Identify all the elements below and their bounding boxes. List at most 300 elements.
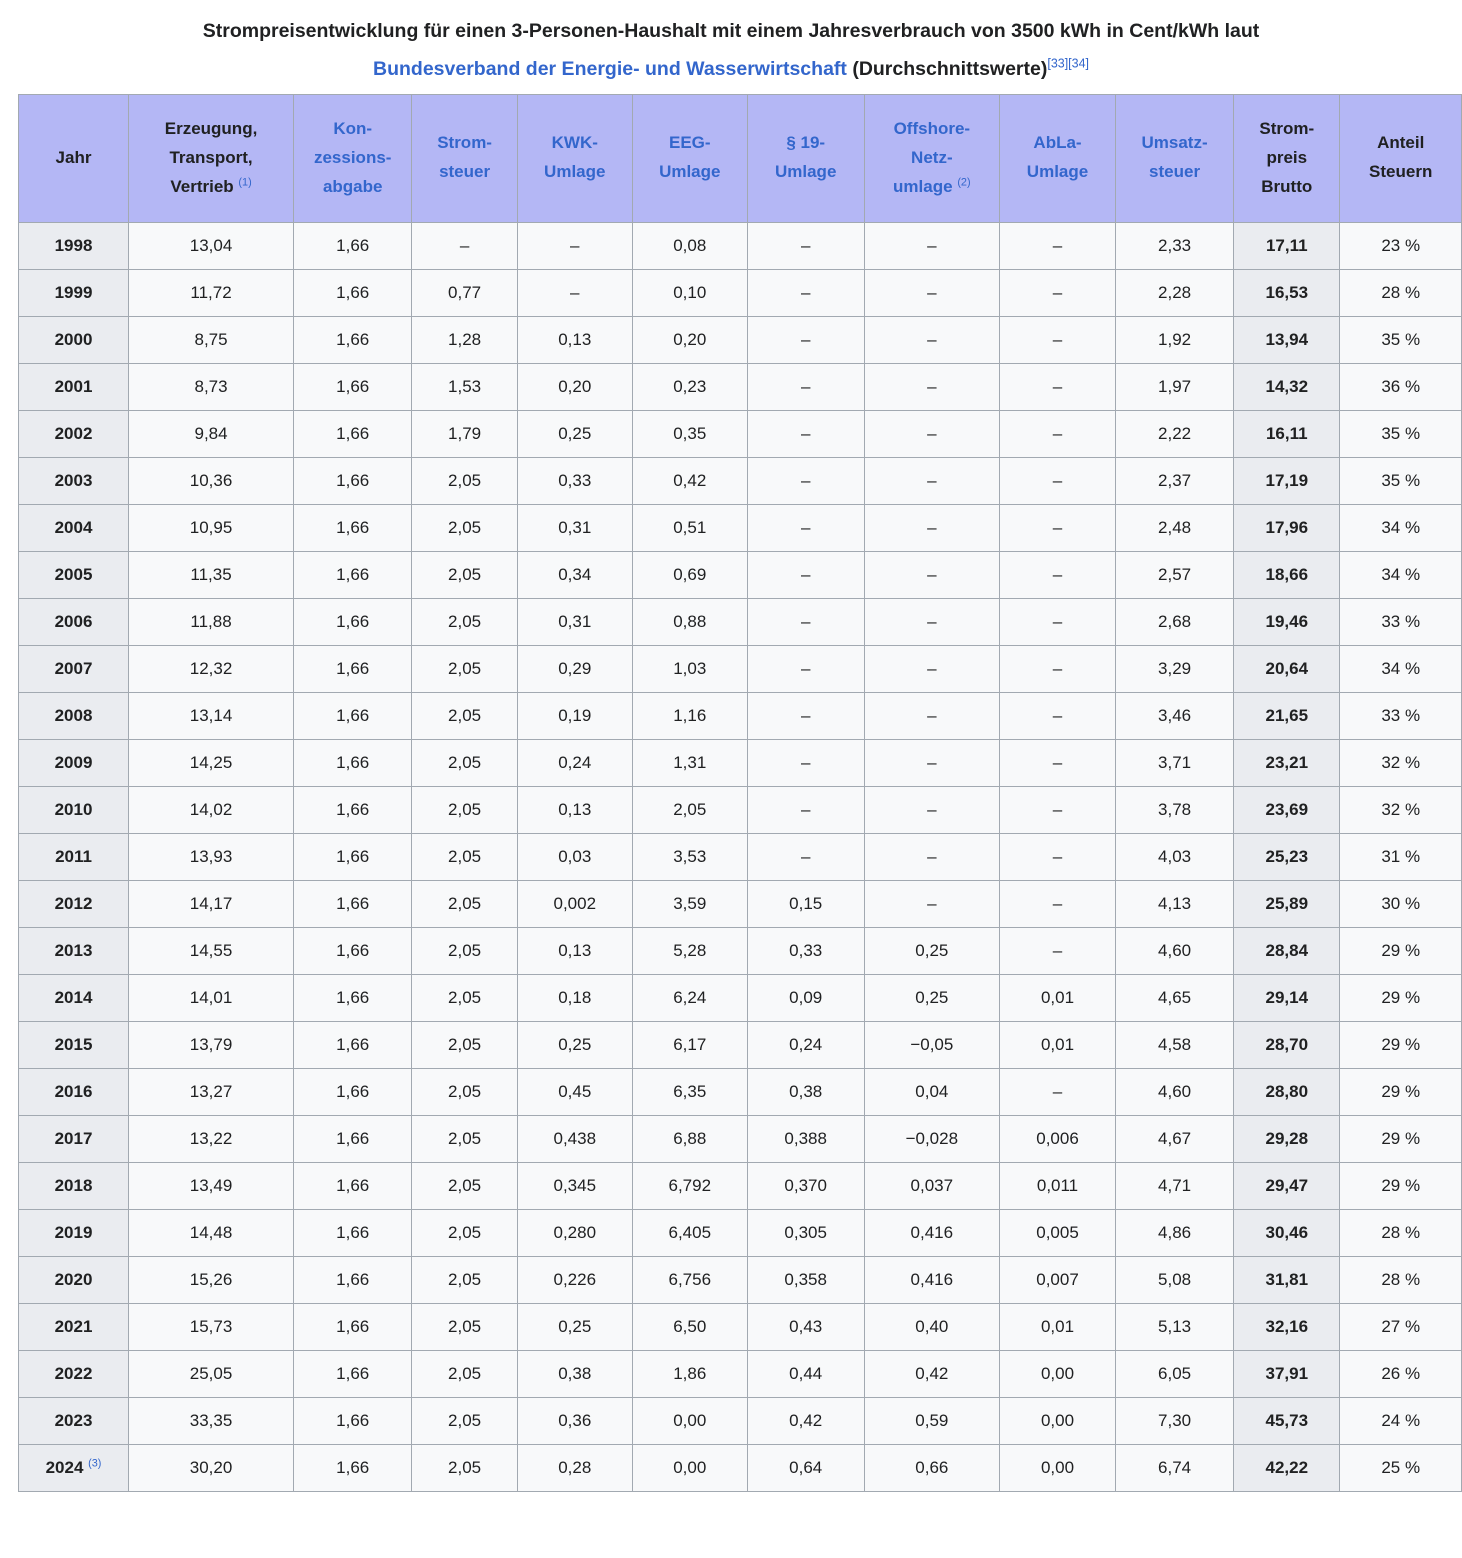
cell-2013-strompreis-brutto: 28,84 [1234, 927, 1340, 974]
year-cell-2004: 2004 [19, 504, 129, 551]
cell-1998-stromsteuer: – [412, 222, 517, 269]
table-row-2009 [19, 739, 1462, 786]
cell-2000-kwk-umlage: 0,13 [517, 316, 632, 363]
year-cell-2000: 2000 [19, 316, 129, 363]
cell-2010-offshore-netzumlage: – [864, 786, 999, 833]
cell-2012-eeg-umlage: 3,59 [632, 880, 747, 927]
cell-2007-konzessionsabgabe: 1,66 [294, 645, 412, 692]
year-cell-2018: 2018 [19, 1162, 129, 1209]
year-cell-2019: 2019 [19, 1209, 129, 1256]
cell-2001-konzessionsabgabe: 1,66 [294, 363, 412, 410]
year-cell-2017: 2017 [19, 1115, 129, 1162]
cell-2002-kwk-umlage: 0,25 [517, 410, 632, 457]
cell-2007-anteil-steuern: 34 % [1340, 645, 1462, 692]
column-label-jahr: Jahr [55, 147, 92, 167]
cell-2000-umsatzsteuer: 1,92 [1115, 316, 1233, 363]
table-row-2018 [19, 1162, 1462, 1209]
cell-2005-eeg-umlage: 0,69 [632, 551, 747, 598]
cell-2003-abla-umlage: – [1000, 457, 1116, 504]
cell-2019-stromsteuer: 2,05 [412, 1209, 517, 1256]
cell-1999-konzessionsabgabe: 1,66 [294, 269, 412, 316]
cell-2003-strompreis-brutto: 17,19 [1234, 457, 1340, 504]
cell-2012-abla-umlage: – [1000, 880, 1116, 927]
cell-2017-stromsteuer: 2,05 [412, 1115, 517, 1162]
cell-2014-strompreis-brutto: 29,14 [1234, 974, 1340, 1021]
column-link-kwk-umlage[interactable]: KWK- Umlage [544, 133, 606, 182]
year-cell-2007: 2007 [19, 645, 129, 692]
cell-2012-umsatzsteuer: 4,13 [1115, 880, 1233, 927]
cell-2019-strompreis-brutto: 30,46 [1234, 1209, 1340, 1256]
cell-2004-umsatzsteuer: 2,48 [1115, 504, 1233, 551]
table-row-2020 [19, 1256, 1462, 1303]
year-cell-2005: 2005 [19, 551, 129, 598]
cell-2016-stromsteuer: 2,05 [412, 1068, 517, 1115]
cell-2009-erzeugung-transport-vertrieb: 14,25 [129, 739, 294, 786]
table-row-2016 [19, 1068, 1462, 1115]
cell-2008-erzeugung-transport-vertrieb: 13,14 [129, 692, 294, 739]
column-header-umsatzsteuer[interactable] [1115, 95, 1233, 223]
cell-2006-offshore-netzumlage: – [864, 598, 999, 645]
cell-2018-stromsteuer: 2,05 [412, 1162, 517, 1209]
cell-2015-offshore-netzumlage: −0,05 [864, 1021, 999, 1068]
cell-2009-konzessionsabgabe: 1,66 [294, 739, 412, 786]
cell-1999-stromsteuer: 0,77 [412, 269, 517, 316]
year-cell-2010: 2010 [19, 786, 129, 833]
header-row [19, 95, 1462, 223]
cell-2017-kwk-umlage: 0,438 [517, 1115, 632, 1162]
column-header-jahr [19, 95, 129, 223]
cell-2005-umsatzsteuer: 2,57 [1115, 551, 1233, 598]
cell-2021-strompreis-brutto: 32,16 [1234, 1303, 1340, 1350]
column-header-abla-umlage[interactable] [1000, 95, 1116, 223]
cell-2019-umsatzsteuer: 4,86 [1115, 1209, 1233, 1256]
cell-2020-umsatzsteuer: 5,08 [1115, 1256, 1233, 1303]
cell-2001-paragraf-19-umlage: – [747, 363, 864, 410]
cell-2011-eeg-umlage: 3,53 [632, 833, 747, 880]
cell-2015-stromsteuer: 2,05 [412, 1021, 517, 1068]
year-cell-2008: 2008 [19, 692, 129, 739]
cell-2015-anteil-steuern: 29 % [1340, 1021, 1462, 1068]
cell-2021-paragraf-19-umlage: 0,43 [747, 1303, 864, 1350]
caption-ref-33-link[interactable]: [33] [1047, 56, 1069, 71]
year-cell-2021: 2021 [19, 1303, 129, 1350]
cell-2017-anteil-steuern: 29 % [1340, 1115, 1462, 1162]
cell-2003-anteil-steuern: 35 % [1340, 457, 1462, 504]
table-row-2008 [19, 692, 1462, 739]
column-header-paragraf-19-umlage[interactable] [747, 95, 864, 223]
cell-2012-kwk-umlage: 0,002 [517, 880, 632, 927]
cell-2021-offshore-netzumlage: 0,40 [864, 1303, 999, 1350]
cell-2005-anteil-steuern: 34 % [1340, 551, 1462, 598]
cell-2015-abla-umlage: 0,01 [1000, 1021, 1116, 1068]
table-row-2010 [19, 786, 1462, 833]
cell-2007-eeg-umlage: 1,03 [632, 645, 747, 692]
cell-2016-paragraf-19-umlage: 0,38 [747, 1068, 864, 1115]
cell-2003-eeg-umlage: 0,42 [632, 457, 747, 504]
cell-2014-abla-umlage: 0,01 [1000, 974, 1116, 1021]
column-header-strompreis-brutto [1234, 95, 1340, 223]
cell-2023-offshore-netzumlage: 0,59 [864, 1397, 999, 1444]
cell-2008-eeg-umlage: 1,16 [632, 692, 747, 739]
cell-2011-stromsteuer: 2,05 [412, 833, 517, 880]
cell-2002-strompreis-brutto: 16,11 [1234, 410, 1340, 457]
cell-2004-strompreis-brutto: 17,96 [1234, 504, 1340, 551]
year-cell-2022: 2022 [19, 1350, 129, 1397]
cell-2004-paragraf-19-umlage: – [747, 504, 864, 551]
caption-ref-34-link[interactable]: [34] [1068, 56, 1089, 71]
cell-2009-paragraf-19-umlage: – [747, 739, 864, 786]
strompreis-table [18, 94, 1462, 1492]
cell-2019-paragraf-19-umlage: 0,305 [747, 1209, 864, 1256]
cell-2014-paragraf-19-umlage: 0,09 [747, 974, 864, 1021]
cell-2014-anteil-steuern: 29 % [1340, 974, 1462, 1021]
cell-2021-kwk-umlage: 0,25 [517, 1303, 632, 1350]
cell-2009-anteil-steuern: 32 % [1340, 739, 1462, 786]
cell-2023-paragraf-19-umlage: 0,42 [747, 1397, 864, 1444]
footnote-link-offshore-netzumlage[interactable]: (2) [957, 176, 971, 189]
cell-2019-kwk-umlage: 0,280 [517, 1209, 632, 1256]
cell-2009-eeg-umlage: 1,31 [632, 739, 747, 786]
cell-2011-strompreis-brutto: 25,23 [1234, 833, 1340, 880]
year-cell-1999: 1999 [19, 269, 129, 316]
table-row-2012 [19, 880, 1462, 927]
cell-2023-stromsteuer: 2,05 [412, 1397, 517, 1444]
column-link-eeg-umlage[interactable]: EEG- Umlage [659, 133, 721, 182]
cell-2002-konzessionsabgabe: 1,66 [294, 410, 412, 457]
year-cell-2006: 2006 [19, 598, 129, 645]
cell-2016-strompreis-brutto: 28,80 [1234, 1068, 1340, 1115]
column-header-erzeugung-transport-vertrieb [129, 95, 294, 223]
table-row-1999 [19, 269, 1462, 316]
table-row-2015 [19, 1021, 1462, 1068]
table-row-1998 [19, 222, 1462, 269]
cell-2018-anteil-steuern: 29 % [1340, 1162, 1462, 1209]
cell-1999-strompreis-brutto: 16,53 [1234, 269, 1340, 316]
cell-2023-kwk-umlage: 0,36 [517, 1397, 632, 1444]
cell-2024-umsatzsteuer: 6,74 [1115, 1444, 1233, 1491]
cell-2005-strompreis-brutto: 18,66 [1234, 551, 1340, 598]
column-link-paragraf-19-umlage[interactable]: § 19- Umlage [774, 133, 837, 182]
cell-2024-anteil-steuern: 25 % [1340, 1444, 1462, 1491]
cell-2005-paragraf-19-umlage: – [747, 551, 864, 598]
cell-1998-konzessionsabgabe: 1,66 [294, 222, 412, 269]
cell-2010-konzessionsabgabe: 1,66 [294, 786, 412, 833]
cell-2024-eeg-umlage: 0,00 [632, 1444, 747, 1491]
cell-2015-paragraf-19-umlage: 0,24 [747, 1021, 864, 1068]
cell-2008-offshore-netzumlage: – [864, 692, 999, 739]
column-link-abla-umlage[interactable]: AbLa- Umlage [1026, 133, 1089, 182]
column-label-anteil-steuern: Anteil Steuern [1369, 133, 1433, 182]
cell-2008-paragraf-19-umlage: – [747, 692, 864, 739]
cell-2023-erzeugung-transport-vertrieb: 33,35 [129, 1397, 294, 1444]
cell-2007-kwk-umlage: 0,29 [517, 645, 632, 692]
cell-2015-eeg-umlage: 6,17 [632, 1021, 747, 1068]
cell-2013-kwk-umlage: 0,13 [517, 927, 632, 974]
cell-2022-abla-umlage: 0,00 [1000, 1350, 1116, 1397]
cell-2017-erzeugung-transport-vertrieb: 13,22 [129, 1115, 294, 1162]
cell-2002-stromsteuer: 1,79 [412, 410, 517, 457]
table-header [19, 95, 1462, 223]
cell-2001-anteil-steuern: 36 % [1340, 363, 1462, 410]
cell-2000-paragraf-19-umlage: – [747, 316, 864, 363]
table-row-2023 [19, 1397, 1462, 1444]
column-header-stromsteuer[interactable] [412, 95, 517, 223]
year-cell-2013: 2013 [19, 927, 129, 974]
cell-2005-stromsteuer: 2,05 [412, 551, 517, 598]
cell-2005-konzessionsabgabe: 1,66 [294, 551, 412, 598]
table-caption [18, 12, 1444, 88]
cell-2003-paragraf-19-umlage: – [747, 457, 864, 504]
cell-2024-kwk-umlage: 0,28 [517, 1444, 632, 1491]
cell-2000-stromsteuer: 1,28 [412, 316, 517, 363]
cell-2015-konzessionsabgabe: 1,66 [294, 1021, 412, 1068]
cell-2023-eeg-umlage: 0,00 [632, 1397, 747, 1444]
cell-2022-stromsteuer: 2,05 [412, 1350, 517, 1397]
cell-2020-erzeugung-transport-vertrieb: 15,26 [129, 1256, 294, 1303]
cell-2015-kwk-umlage: 0,25 [517, 1021, 632, 1068]
cell-2009-umsatzsteuer: 3,71 [1115, 739, 1233, 786]
cell-2004-abla-umlage: – [1000, 504, 1116, 551]
cell-2000-anteil-steuern: 35 % [1340, 316, 1462, 363]
cell-2024-erzeugung-transport-vertrieb: 30,20 [129, 1444, 294, 1491]
cell-2018-kwk-umlage: 0,345 [517, 1162, 632, 1209]
cell-2019-konzessionsabgabe: 1,66 [294, 1209, 412, 1256]
cell-2019-erzeugung-transport-vertrieb: 14,48 [129, 1209, 294, 1256]
cell-2001-abla-umlage: – [1000, 363, 1116, 410]
cell-2014-erzeugung-transport-vertrieb: 14,01 [129, 974, 294, 1021]
cell-2013-eeg-umlage: 5,28 [632, 927, 747, 974]
cell-1998-strompreis-brutto: 17,11 [1234, 222, 1340, 269]
cell-2021-erzeugung-transport-vertrieb: 15,73 [129, 1303, 294, 1350]
cell-2001-eeg-umlage: 0,23 [632, 363, 747, 410]
table-row-2014 [19, 974, 1462, 1021]
cell-2011-paragraf-19-umlage: – [747, 833, 864, 880]
cell-2002-erzeugung-transport-vertrieb: 9,84 [129, 410, 294, 457]
table-row-2011 [19, 833, 1462, 880]
cell-2012-erzeugung-transport-vertrieb: 14,17 [129, 880, 294, 927]
cell-2001-umsatzsteuer: 1,97 [1115, 363, 1233, 410]
cell-2020-konzessionsabgabe: 1,66 [294, 1256, 412, 1303]
cell-2000-erzeugung-transport-vertrieb: 8,75 [129, 316, 294, 363]
table-row-2001 [19, 363, 1462, 410]
cell-2006-eeg-umlage: 0,88 [632, 598, 747, 645]
table-row-2013 [19, 927, 1462, 974]
cell-2023-umsatzsteuer: 7,30 [1115, 1397, 1233, 1444]
cell-2004-erzeugung-transport-vertrieb: 10,95 [129, 504, 294, 551]
cell-2020-abla-umlage: 0,007 [1000, 1256, 1116, 1303]
cell-2022-paragraf-19-umlage: 0,44 [747, 1350, 864, 1397]
cell-2002-umsatzsteuer: 2,22 [1115, 410, 1233, 457]
cell-2006-erzeugung-transport-vertrieb: 11,88 [129, 598, 294, 645]
cell-2021-konzessionsabgabe: 1,66 [294, 1303, 412, 1350]
footnote-link-2024[interactable]: (3) [88, 1457, 102, 1470]
cell-2004-kwk-umlage: 0,31 [517, 504, 632, 551]
cell-2008-anteil-steuern: 33 % [1340, 692, 1462, 739]
column-link-offshore-netzumlage[interactable]: Offshore- Netz- umlage [893, 119, 971, 196]
cell-2020-strompreis-brutto: 31,81 [1234, 1256, 1340, 1303]
table-row-2017 [19, 1115, 1462, 1162]
cell-2011-offshore-netzumlage: – [864, 833, 999, 880]
cell-2017-umsatzsteuer: 4,67 [1115, 1115, 1233, 1162]
cell-2010-paragraf-19-umlage: – [747, 786, 864, 833]
cell-2009-abla-umlage: – [1000, 739, 1116, 786]
cell-2003-erzeugung-transport-vertrieb: 10,36 [129, 457, 294, 504]
cell-2019-offshore-netzumlage: 0,416 [864, 1209, 999, 1256]
column-link-konzessionsabgabe[interactable]: Kon- zessions- abgabe [313, 119, 392, 196]
table-row-2021 [19, 1303, 1462, 1350]
cell-2007-offshore-netzumlage: – [864, 645, 999, 692]
cell-2011-kwk-umlage: 0,03 [517, 833, 632, 880]
column-header-offshore-netzumlage[interactable] [864, 95, 999, 223]
cell-2018-abla-umlage: 0,011 [1000, 1162, 1116, 1209]
cell-2015-umsatzsteuer: 4,58 [1115, 1021, 1233, 1068]
year-cell-2012: 2012 [19, 880, 129, 927]
column-link-umsatzsteuer[interactable]: Umsatz- steuer [1141, 133, 1208, 182]
cell-2016-anteil-steuern: 29 % [1340, 1068, 1462, 1115]
cell-2002-paragraf-19-umlage: – [747, 410, 864, 457]
cell-2003-stromsteuer: 2,05 [412, 457, 517, 504]
cell-2019-abla-umlage: 0,005 [1000, 1209, 1116, 1256]
year-cell-2016: 2016 [19, 1068, 129, 1115]
year-cell-1998: 1998 [19, 222, 129, 269]
year-cell-2011: 2011 [19, 833, 129, 880]
cell-2006-abla-umlage: – [1000, 598, 1116, 645]
cell-2016-kwk-umlage: 0,45 [517, 1068, 632, 1115]
footnote-link-erzeugung-transport-vertrieb[interactable]: (1) [238, 176, 252, 189]
cell-2021-eeg-umlage: 6,50 [632, 1303, 747, 1350]
cell-2016-offshore-netzumlage: 0,04 [864, 1068, 999, 1115]
cell-2008-stromsteuer: 2,05 [412, 692, 517, 739]
cell-2004-konzessionsabgabe: 1,66 [294, 504, 412, 551]
cell-1999-anteil-steuern: 28 % [1340, 269, 1462, 316]
cell-2013-abla-umlage: – [1000, 927, 1116, 974]
cell-2019-anteil-steuern: 28 % [1340, 1209, 1462, 1256]
year-cell-2001: 2001 [19, 363, 129, 410]
cell-2004-eeg-umlage: 0,51 [632, 504, 747, 551]
cell-2012-offshore-netzumlage: – [864, 880, 999, 927]
cell-1999-erzeugung-transport-vertrieb: 11,72 [129, 269, 294, 316]
cell-2017-strompreis-brutto: 29,28 [1234, 1115, 1340, 1162]
cell-2007-stromsteuer: 2,05 [412, 645, 517, 692]
cell-2000-abla-umlage: – [1000, 316, 1116, 363]
column-header-kwk-umlage[interactable] [517, 95, 632, 223]
cell-2003-umsatzsteuer: 2,37 [1115, 457, 1233, 504]
cell-2007-erzeugung-transport-vertrieb: 12,32 [129, 645, 294, 692]
cell-2011-konzessionsabgabe: 1,66 [294, 833, 412, 880]
cell-2023-anteil-steuern: 24 % [1340, 1397, 1462, 1444]
cell-2005-offshore-netzumlage: – [864, 551, 999, 598]
column-header-konzessionsabgabe[interactable] [294, 95, 412, 223]
cell-2013-offshore-netzumlage: 0,25 [864, 927, 999, 974]
column-label-erzeugung-transport-vertrieb: Erzeugung, Transport, Vertrieb [164, 119, 258, 196]
cell-2011-erzeugung-transport-vertrieb: 13,93 [129, 833, 294, 880]
cell-2010-strompreis-brutto: 23,69 [1234, 786, 1340, 833]
cell-2007-abla-umlage: – [1000, 645, 1116, 692]
cell-2001-erzeugung-transport-vertrieb: 8,73 [129, 363, 294, 410]
cell-2002-abla-umlage: – [1000, 410, 1116, 457]
cell-2022-konzessionsabgabe: 1,66 [294, 1350, 412, 1397]
table-row-2024 [19, 1444, 1462, 1491]
cell-2013-anteil-steuern: 29 % [1340, 927, 1462, 974]
cell-2003-konzessionsabgabe: 1,66 [294, 457, 412, 504]
cell-2009-offshore-netzumlage: – [864, 739, 999, 786]
column-header-eeg-umlage[interactable] [632, 95, 747, 223]
cell-2014-stromsteuer: 2,05 [412, 974, 517, 1021]
cell-2020-kwk-umlage: 0,226 [517, 1256, 632, 1303]
cell-2007-paragraf-19-umlage: – [747, 645, 864, 692]
cell-2016-abla-umlage: – [1000, 1068, 1116, 1115]
cell-1998-umsatzsteuer: 2,33 [1115, 222, 1233, 269]
cell-1999-offshore-netzumlage: – [864, 269, 999, 316]
caption-bdew-link[interactable]: Bundesverband der Energie- und Wasserwirtschaft [373, 58, 847, 81]
cell-2022-anteil-steuern: 26 % [1340, 1350, 1462, 1397]
cell-1998-offshore-netzumlage: – [864, 222, 999, 269]
cell-2012-anteil-steuern: 30 % [1340, 880, 1462, 927]
cell-2014-eeg-umlage: 6,24 [632, 974, 747, 1021]
cell-1999-umsatzsteuer: 2,28 [1115, 269, 1233, 316]
year-cell-2002: 2002 [19, 410, 129, 457]
cell-2003-kwk-umlage: 0,33 [517, 457, 632, 504]
cell-2005-abla-umlage: – [1000, 551, 1116, 598]
table-row-2003 [19, 457, 1462, 504]
cell-2017-abla-umlage: 0,006 [1000, 1115, 1116, 1162]
cell-2008-abla-umlage: – [1000, 692, 1116, 739]
cell-2012-paragraf-19-umlage: 0,15 [747, 880, 864, 927]
cell-2014-umsatzsteuer: 4,65 [1115, 974, 1233, 1021]
cell-2002-eeg-umlage: 0,35 [632, 410, 747, 457]
year-cell-2023: 2023 [19, 1397, 129, 1444]
cell-2014-offshore-netzumlage: 0,25 [864, 974, 999, 1021]
cell-2006-strompreis-brutto: 19,46 [1234, 598, 1340, 645]
cell-2021-anteil-steuern: 27 % [1340, 1303, 1462, 1350]
caption-title-text: Strompreisentwicklung für einen 3-Personen-Haushalt mit einem Jahresverbrauch von 3500 kWh in Cent/kWh laut [202, 20, 1260, 42]
cell-2006-konzessionsabgabe: 1,66 [294, 598, 412, 645]
cell-2017-offshore-netzumlage: −0,028 [864, 1115, 999, 1162]
year-cell-2014: 2014 [19, 974, 129, 1021]
column-link-stromsteuer[interactable]: Strom- steuer [437, 133, 492, 182]
cell-2011-umsatzsteuer: 4,03 [1115, 833, 1233, 880]
cell-2012-konzessionsabgabe: 1,66 [294, 880, 412, 927]
cell-2022-offshore-netzumlage: 0,42 [864, 1350, 999, 1397]
cell-2018-umsatzsteuer: 4,71 [1115, 1162, 1233, 1209]
cell-2020-offshore-netzumlage: 0,416 [864, 1256, 999, 1303]
cell-2017-paragraf-19-umlage: 0,388 [747, 1115, 864, 1162]
cell-2018-erzeugung-transport-vertrieb: 13,49 [129, 1162, 294, 1209]
cell-1998-abla-umlage: – [1000, 222, 1116, 269]
cell-2018-paragraf-19-umlage: 0,370 [747, 1162, 864, 1209]
cell-2021-abla-umlage: 0,01 [1000, 1303, 1116, 1350]
cell-1999-abla-umlage: – [1000, 269, 1116, 316]
cell-2012-strompreis-brutto: 25,89 [1234, 880, 1340, 927]
cell-2024-konzessionsabgabe: 1,66 [294, 1444, 412, 1491]
cell-2010-stromsteuer: 2,05 [412, 786, 517, 833]
cell-2001-kwk-umlage: 0,20 [517, 363, 632, 410]
cell-2001-strompreis-brutto: 14,32 [1234, 363, 1340, 410]
cell-1999-kwk-umlage: – [517, 269, 632, 316]
cell-2011-abla-umlage: – [1000, 833, 1116, 880]
cell-2024-offshore-netzumlage: 0,66 [864, 1444, 999, 1491]
cell-2009-kwk-umlage: 0,24 [517, 739, 632, 786]
cell-2006-anteil-steuern: 33 % [1340, 598, 1462, 645]
cell-1998-anteil-steuern: 23 % [1340, 222, 1462, 269]
cell-2006-umsatzsteuer: 2,68 [1115, 598, 1233, 645]
table-row-2004 [19, 504, 1462, 551]
cell-2017-konzessionsabgabe: 1,66 [294, 1115, 412, 1162]
cell-2008-umsatzsteuer: 3,46 [1115, 692, 1233, 739]
cell-2001-offshore-netzumlage: – [864, 363, 999, 410]
cell-2018-offshore-netzumlage: 0,037 [864, 1162, 999, 1209]
cell-2008-strompreis-brutto: 21,65 [1234, 692, 1340, 739]
